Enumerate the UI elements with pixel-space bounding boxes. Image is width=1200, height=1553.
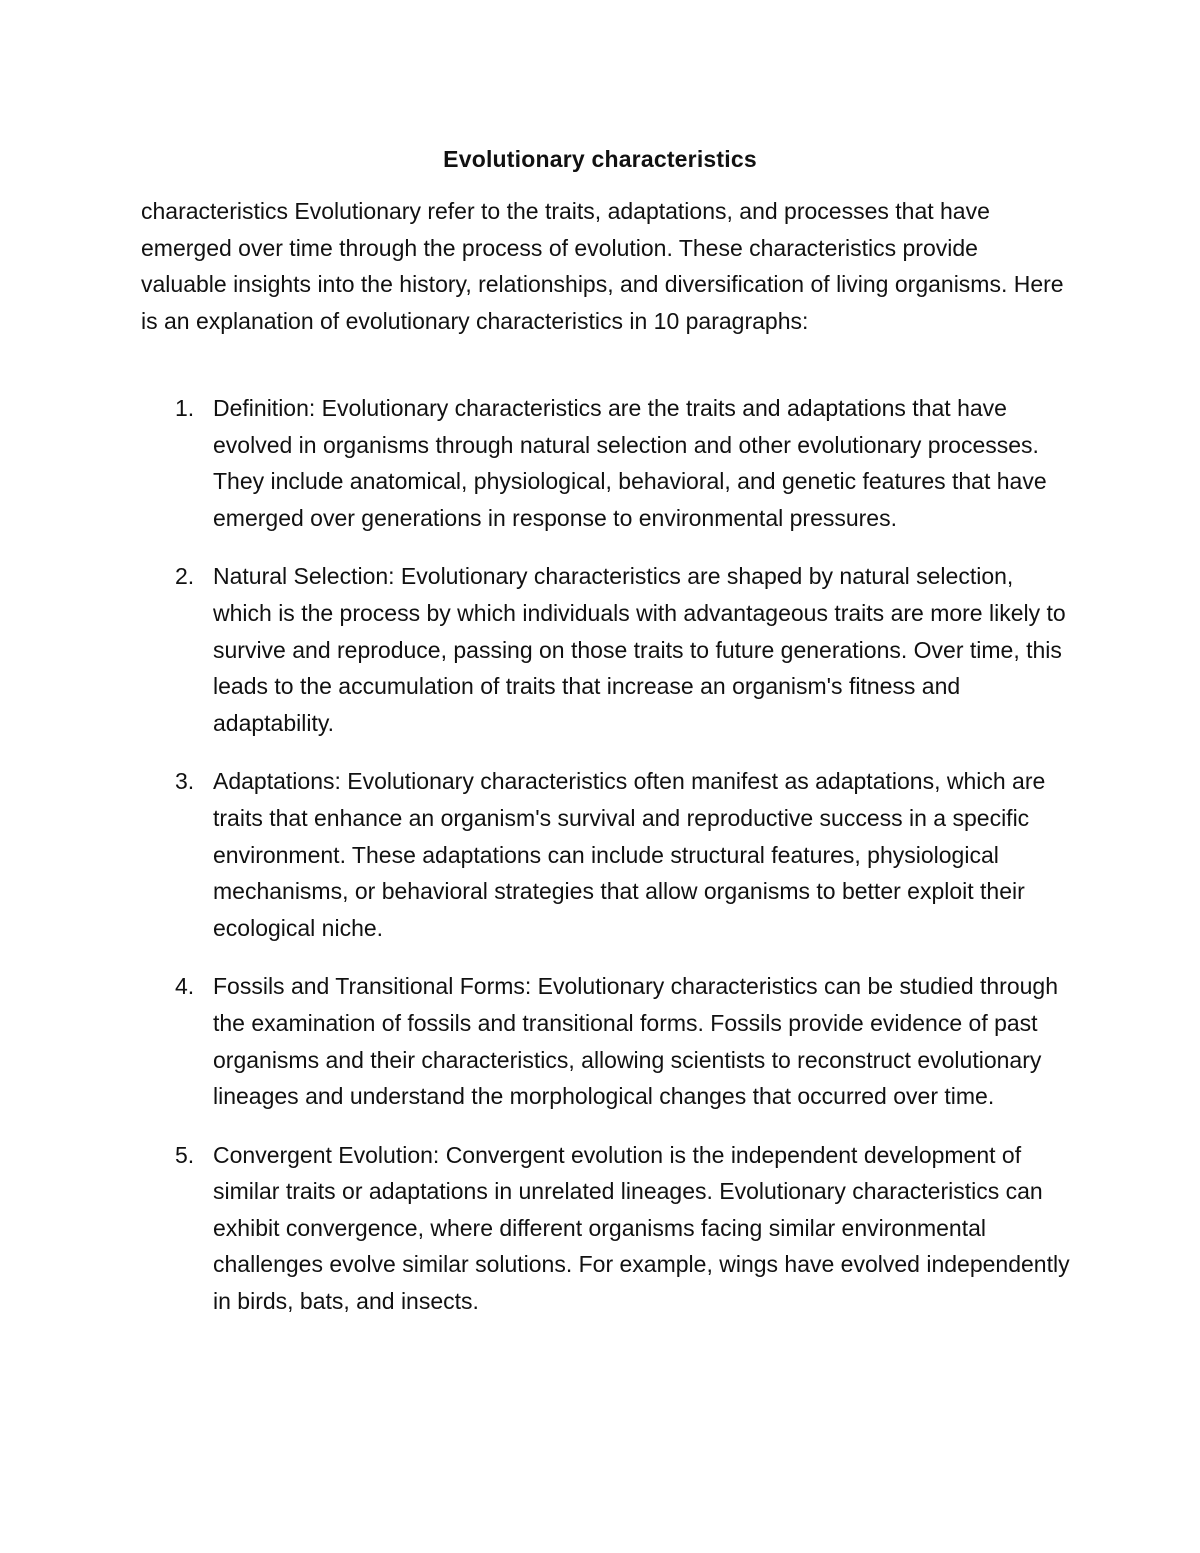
document-title: Evolutionary characteristics <box>443 146 757 172</box>
numbered-list <box>141 390 1071 1342</box>
list-item-number: 4. <box>175 973 195 1000</box>
list-item <box>141 390 1071 536</box>
list-item-text: Definition: Evolutionary characteristics are the traits and adaptations that have evolved in organisms through natural selection and other evolutionary processes. They include anatomical, physiological, behavioral, and genetic features that have emerged over generations in response to environmental pressures. <box>213 395 1047 531</box>
intro-paragraph: characteristics Evolutionary refer to the traits, adaptations, and processes that have emerged over time through the process of evolution. These characteristics provide valuable insights into the history, relationships, and diversification of living organisms. Here is an explanation of evolutionary characteristics in 10 paragraphs: <box>141 198 1064 334</box>
list-item-number: 2. <box>175 563 195 590</box>
list-item-text: Adaptations: Evolutionary characteristics often manifest as adaptations, which are traits that enhance an organism's survival and reproductive success in a specific environment. These adaptations can include structural features, physiological mechanisms, or behavioral strategies that allow organisms to better exploit their ecological niche. <box>213 768 1046 941</box>
list-item <box>141 1137 1071 1320</box>
list-item <box>141 968 1071 1114</box>
list-item <box>141 763 1071 946</box>
list-item-number: 5. <box>175 1141 195 1168</box>
list-item-text: Natural Selection: Evolutionary characteristics are shaped by natural selection, which is the process by which individuals with advantageous traits are more likely to survive and reproduce, passing on those traits to future generations. Over time, this leads to the accumulation of traits that increase an organism's fitness and adaptability. <box>213 563 1066 736</box>
list-item <box>141 558 1071 741</box>
list-item-text: Convergent Evolution: Convergent evolution is the independent development of similar traits or adaptations in unrelated lineages. Evolutionary characteristics can exhibit convergence, where different organisms facing similar environmental challenges evolve similar solutions. For example, wings have evolved independently in birds, bats, and insects. <box>213 1141 1070 1315</box>
list-item-number: 1. <box>175 395 195 421</box>
list-item-number: 3. <box>175 768 195 795</box>
list-item-text: Fossils and Transitional Forms: Evolutionary characteristics can be studied through the examination of fossils and transitional forms. Fossils provide evidence of past organisms and their characteristics, allowing scientists to reconstruct evolutionary lineages and understand the morphological changes that occurred over time. <box>213 973 1059 1110</box>
